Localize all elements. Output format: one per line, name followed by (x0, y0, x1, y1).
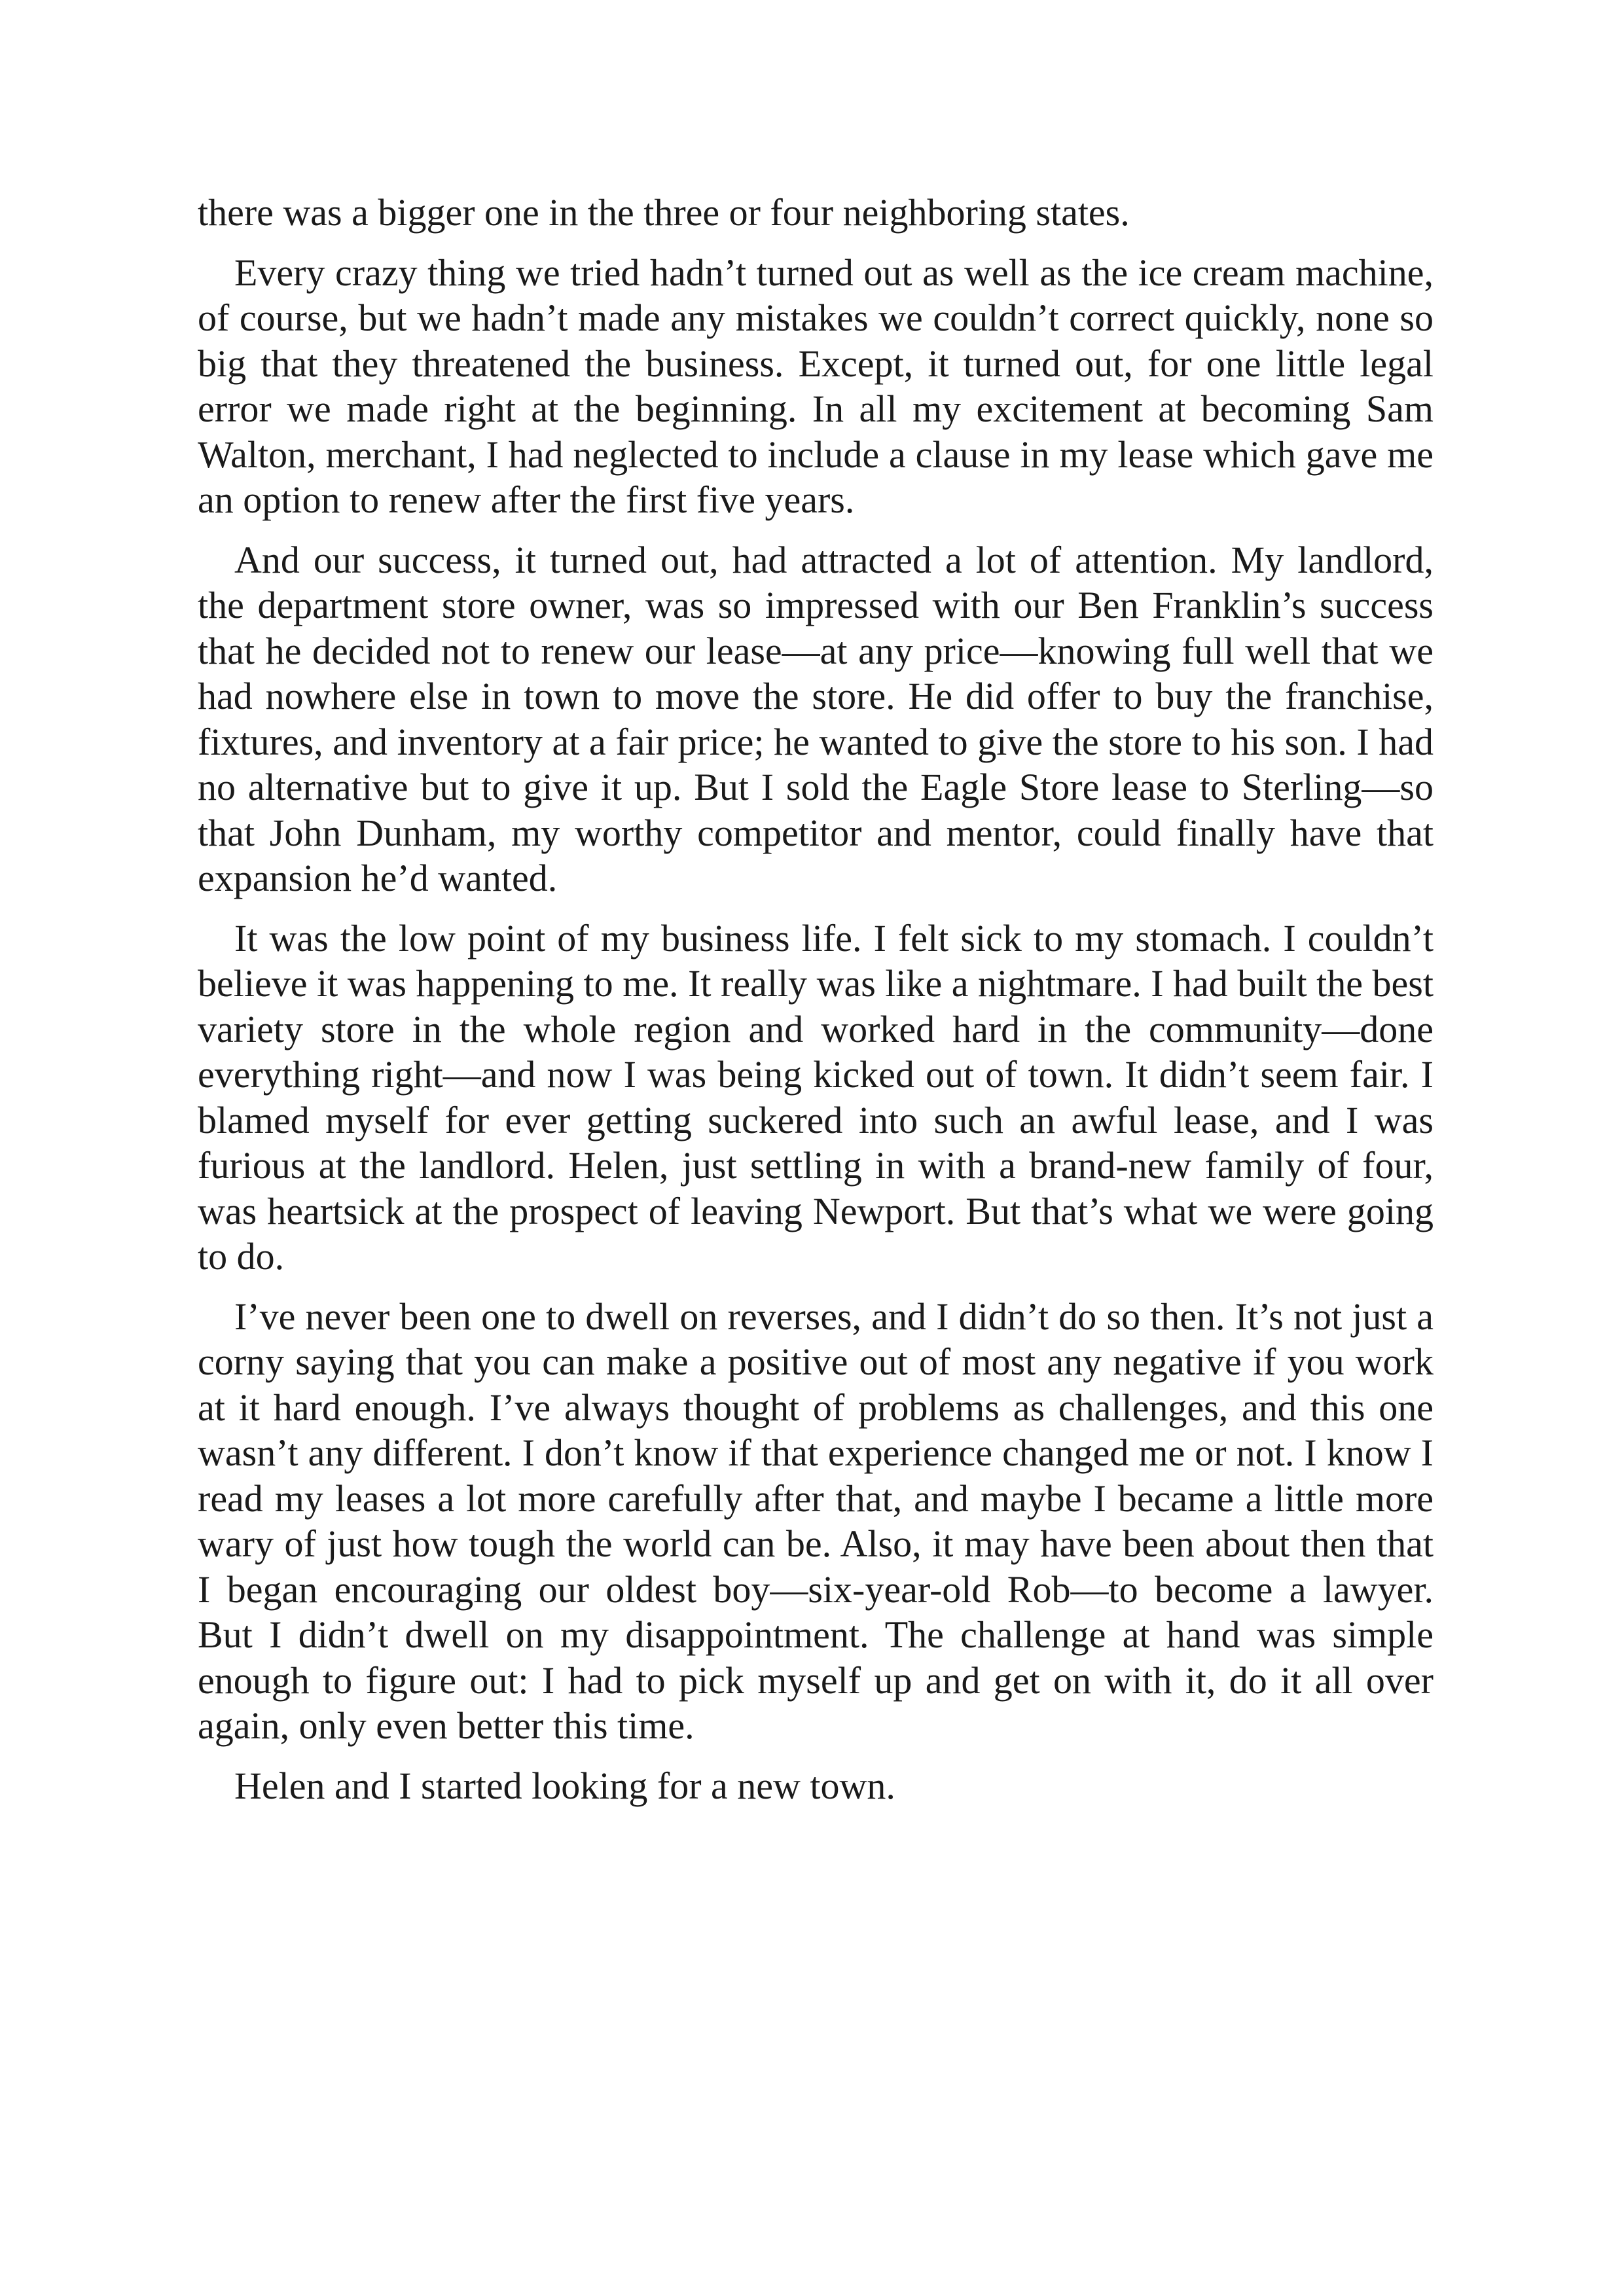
paragraph-low-point: It was the low point of my business life. I felt sick to my stomach. I couldn’t believe it was happening to me. It really was like a nightmare. I had built the best variety store in the whole region and worked hard in the community—done everything right—and now I was being kicked out of town. It didn’t seem fair. I blamed myself for ever getting suckered into such an awful lease, and I was furious at the landlord. Helen, just settling in with a brand-new family of four, was heartsick at the prospect of leaving Newport. But that’s what we were going to do. (198, 916, 1434, 1278)
paragraph-new-town: Helen and I started looking for a new town. (234, 1764, 895, 1807)
paragraph-continuation: there was a bigger one in the three or four neighboring states. (198, 191, 1130, 234)
paragraph-reverses: I’ve never been one to dwell on reverses, and I didn’t do so then. It’s not just a corny saying that you can make a positive out of most any negative if you work at it hard enough. I’ve always thought of problems as challenges, and this one wasn’t any different. I don’t know if that experience changed me or not. I know I read my leases a lot more carefully after that, and maybe I became a little more wary of just how tough the world can be. Also, it may have been about then that I began encouraging our oldest boy—six-year-old Rob—to become a lawyer. But I didn’t dwell on my disappointment. The challenge at hand was simple enough to figure out: I had to pick myself up and get on with it, do it all over again, only even better this time. (198, 1295, 1434, 1747)
paragraph-landlord: And our success, it turned out, had attracted a lot of attention. My landlord, the department store owner, was so impressed with our Ben Franklin’s success that he decided not to renew our lease—at any price—knowing full well that we had nowhere else in town to move the store. He did offer to buy the franchise, fixtures, and inventory at a fair price; he wanted to give the store to his son. I had no alternative but to give it up. But I sold the Eagle Store lease to Sterling—so that John Dunham, my worthy competitor and mentor, could finally have that expansion he’d wanted. (198, 538, 1434, 899)
page-body (198, 190, 1434, 1823)
paragraph-lease-error: Every crazy thing we tried hadn’t turned out as well as the ice cream machine, of course, but we hadn’t made any mistakes we couldn’t correct quickly, none so big that they threatened the business. Except, it turned out, for one little legal error we made right at the beginning. In all my excitement at becoming Sam Walton, merchant, I had neglected to include a clause in my lease which gave me an option to renew after the first five years. (198, 251, 1434, 521)
